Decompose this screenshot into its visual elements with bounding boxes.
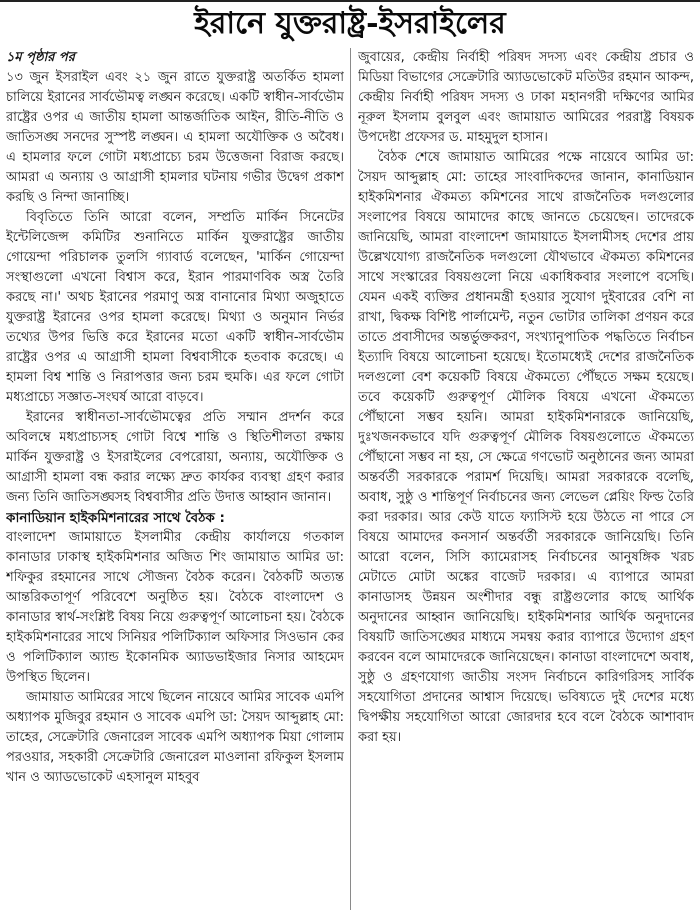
headline: ইরানে যুক্তরাষ্ট্র-ইসরাইলের (194, 6, 506, 41)
right-column (358, 48, 694, 910)
section-subhead: কানাডিয়ান হাইকমিশনারের সাথে বৈঠক : (6, 510, 225, 526)
jump-label: ১ম পৃষ্ঠার পর (6, 50, 75, 65)
paragraph: ১৩ জুন ইসরাইল এবং ২১ জুন রাতে যুক্তরাষ্ট্র অতর্কিত হামলা চালিয়ে ইরানের সার্বভৌমত্ব লঙ্ঘন করেছে। একটি স্বাধীন-সার্বভৌম রাষ্ট্রের ওপর এ জাতীয় হামলা আন্তর্জাতিক আইন, রীতি-নীতি ও জাতিসঙ্ঘ সনদের সুস্পষ্ট লঙ্ঘন। এ হামলা অযৌক্তিক ও অবৈধ। এ হামলার ফলে গোটা মধ্যপ্রাচ্যে চরম উত্তেজনা বিরাজ করছে। আমরা এ অন্যায় ও আগ্রাসী হামলার ঘটনায় গভীর উদ্বেগ প্রকাশ করছি ও নিন্দা জানাচ্ছি। (6, 70, 344, 205)
top-rule (0, 0, 700, 2)
left-column (6, 48, 344, 910)
paragraph: বৈঠক শেষে জামায়াত আমিরের পক্ষে নায়েবে আমির ডা: সৈয়দ আব্দুল্লাহ মো: তাহের সাংবাদিকদের জানান, কানাডিয়ান হাইকমিশনার ঐকমত্য কমিশনের সাথে রাজনৈতিক দলগুলোর সংলাপের বিষয়ে আমাদের কাছে জানতে চেয়েছেন। তাদেরকে জানিয়েছি, আমরা বাংলাদেশ জামায়াতে ইসলামীসহ দেশের প্রায় উল্লেখযোগ্য রাজনৈতিক দলগুলো যৌথভাবে ঐকমত্য কমিশনের সাথে সংস্কারের বিষয়গুলো নিয়ে একাধিকবার সংলাপে বসেছি। যেমন একই ব্যক্তির প্রধানমন্ত্রী হওয়ার সুযোগ দুইবারের বেশি না রাখা, দ্বিকক্ষ বিশিষ্ট পার্লামেন্ট, নতুন ভোটার তালিকা প্রণয়ন করে তাতে প্রবাসীদের অন্তর্ভুক্তকরণ, সংখ্যানুপাতিক পদ্ধতিতে নির্বাচন ইত্যাদি বিষয়ে আলোচনা হয়েছে। ইতোমধ্যেই দেশের রাজনৈতিক দলগুলো বেশ কয়েকটি বিষয়ে ঐকমত্যে পৌঁছতে সক্ষম হয়েছে। তবে কয়েকটি গুরুত্বপূর্ণ মৌলিক বিষয়ে এখনো ঐকমত্যে পৌঁছানো সম্ভব হয়নি। আমরা হাইকমিশনারকে জানিয়েছি, দুঃখজনকভাবে যদি গুরুত্বপূর্ণ মৌলিক বিষয়গুলোতে ঐকমত্যে পৌঁছানো সম্ভব না হয়, সে ক্ষেত্রে গণভোট অনুষ্ঠানের জন্য আমরা অন্তর্বর্তী সরকারকে পরামর্শ দিয়েছি। আমরা সরকারকে বলেছি, অবাধ, সুষ্ঠু ও শান্তিপূর্ণ নির্বাচনের জন্য লেভেল প্লেয়িং ফিল্ড তৈরি করা দরকার। আর কেউ যাতে ফ্যাসিস্ট হয়ে উঠতে না পারে সে বিষয়ে আমাদের কনসার্ন অন্তর্বর্তী সরকারকে জানিয়েছি। তিনি আরো বলেন, সিসি ক্যামেরাসহ নির্বাচনের আনুষঙ্গিক খরচ মেটাতে মোটা অঙ্কের বাজেট দরকার। এ ব্যাপারে আমরা কানাডাসহ উন্নয়ন অংশীদার বন্ধু রাষ্ট্রগুলোর কাছে আর্থিক অনুদানের আহ্বান জানিয়েছি। হাইকমিশনার আর্থিক অনুদানের বিষয়টি জাতিসঙ্ঘের মাধ্যমে সমন্বয় করার ব্যাপারে উদ্যোগ গ্রহণ করবেন বলে আমাদেরকে জানিয়েছেন। কানাডা বাংলাদেশে অবাধ, সুষ্ঠু ও গ্রহণযোগ্য জাতীয় সংসদ নির্বাচনে কারিগরিসহ সার্বিক সহযোগিতা প্রদানের আশ্বাস দিয়েছে। ভবিষ্যতে দুই দেশের মধ্যে দ্বিপক্ষীয় সহযোগিতা আরো জোরদার হবে বলে বৈঠকে আশাবাদ করা হয়। (358, 150, 694, 745)
paragraph: জুবায়ের, কেন্দ্রীয় নির্বাহী পরিষদ সদস্য এবং কেন্দ্রীয় প্রচার ও মিডিয়া বিভাগের সেক্রেটারি অ্যাডভোকেট মতিউর রহমান আকন্দ, কেন্দ্রীয় নির্বাহী পরিষদ সদস্য ও ঢাকা মহানগরী দক্ষিণের আমির নূরুল ইসলাম বুলবুল এবং জামায়াত আমিরের পররাষ্ট্র বিষয়ক উপদেষ্টা প্রফেসর ড. মাহমুদুল হাসান। (358, 50, 694, 145)
paragraph: বাংলাদেশ জামায়াতে ইসলামীর কেন্দ্রীয় কার্যালয়ে গতকাল কানাডার ঢাকাস্থ হাইকমিশনার অজিত শিং জামায়াত আমির ডা: শফিকুর রহমানের সাথে সৌজন্য বৈঠক করেন। বৈঠকটি অত্যন্ত আন্তরিকতাপূর্ণ পরিবেশে অনুষ্ঠিত হয়। বৈঠকে বাংলাদেশ ও কানাডার স্বার্থ-সংশ্লিষ্ট বিষয় নিয়ে গুরুত্বপূর্ণ আলোচনা হয়। বৈঠকে হাইকমিশনারের সাথে সিনিয়র পলিটিক্যাল অফিসার সিওভান কের ও পলিটিক্যাল অ্যান্ড ইকোনমিক অ্যাডভাইজার নিসার আহমেদ উপস্থিত ছিলেন। (6, 530, 344, 685)
paragraph: ইরানের স্বাধীনতা-সার্বভৌমত্বের প্রতি সম্মান প্রদর্শন করে অবিলম্বে মধ্যপ্রাচ্যসহ গোটা বিশ্বে শান্তি ও স্থিতিশীলতা রক্ষায় মার্কিন যুক্তরাষ্ট্র ও ইসরাইলের বেপরোয়া, অন্যায়, অযৌক্তিক ও আগ্রাসী হামলা বন্ধ করার লক্ষ্যে দ্রুত কার্যকর ব্যবস্থা গ্রহণ করার জন্য তিনি জাতিসঙ্ঘসহ বিশ্ববাসীর প্রতি উদাত্ত আহ্বান জানান। (6, 410, 344, 505)
paragraph: জামায়াত আমিরের সাথে ছিলেন নায়েবে আমির সাবেক এমপি অধ্যাপক মুজিবুর রহমান ও সাবেক এমপি ডা: সৈয়দ আব্দুল্লাহ মো: তাহের, সেক্রেটারি জেনারেল সাবেক এমপি অধ্যাপক মিয়া গোলাম পরওয়ার, সহকারী সেক্রেটারি জেনারেল মাওলানা রফিকুল ইসলাম খান ও অ্যাডভোকেট এহসানুল মাহবুব (6, 690, 344, 785)
paragraph: বিবৃতিতে তিনি আরো বলেন, সম্প্রতি মার্কিন সিনেটের ইন্টেলিজেন্স কমিটির শুনানিতে মার্কিন যুক্তরাষ্ট্রের জাতীয় গোয়েন্দা পরিচালক তুলসি গ্যাবার্ড বলেছেন, 'মার্কিন গোয়েন্দা সংস্থাগুলো এখনো বিশ্বাস করে, ইরান পারমাণবিক অস্ত্র তৈরি করছে না।' অথচ ইরানের পরমাণু অস্ত্র বানানোর মিথ্যা অজুহাতে যুক্তরাষ্ট্র ইরানের ওপর হামলা করেছে। মিথ্যা ও অনুমান নির্ভর তথ্যের উপর ভিত্তি করে ইরানের মতো একটি স্বাধীন-সার্বভৌম রাষ্ট্রের ওপর এ আগ্রাসী হামলা বিশ্ববাসীকে হতবাক করেছে। এ হামলা বিশ্ব শান্তি ও নিরাপত্তার জন্য চরম হুমকি। এর ফলে গোটা মধ্যপ্রাচ্যে সজ্ঞাত-সংঘর্ষ আরো বাড়বে। (6, 210, 344, 405)
column-divider (350, 48, 351, 910)
